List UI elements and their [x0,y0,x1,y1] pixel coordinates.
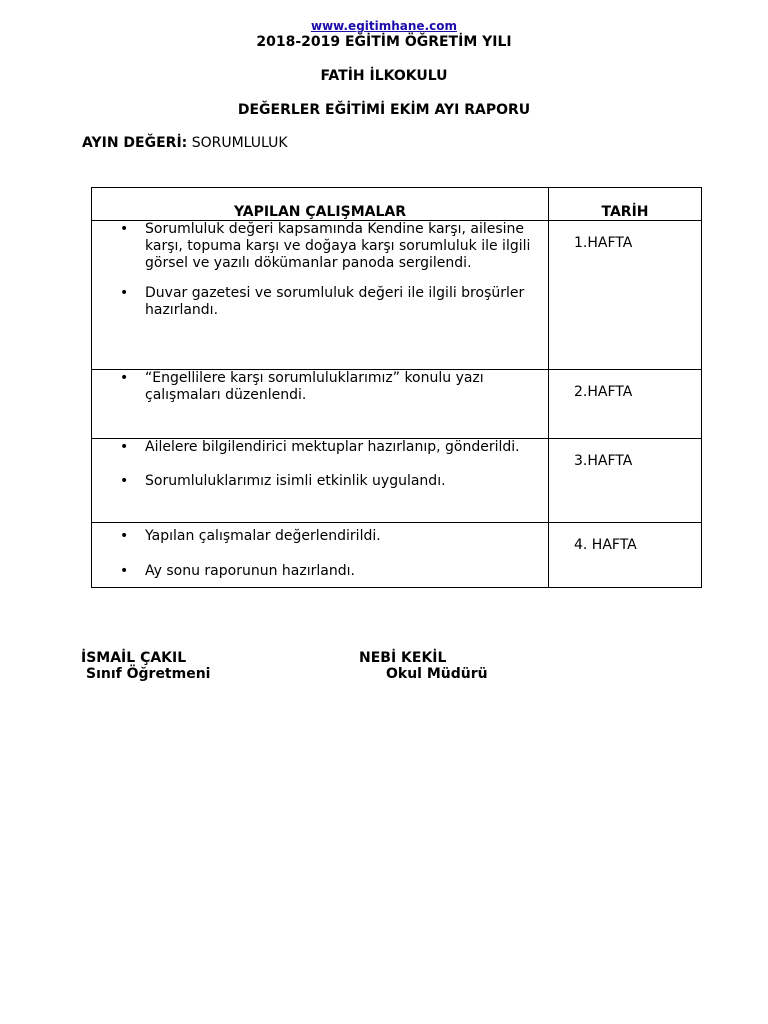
date-cell: 2.HAFTA [549,370,702,439]
table-row [92,439,702,523]
list-item: • “Engellilere karşı sorumluluklarımız” konulu yazı çalışmaları düzenlendi. [92,370,548,404]
list-item: • Sorumluluklarımız isimli etkinlik uygulandı. [92,473,548,490]
date-cell: 1.HAFTA [549,221,702,370]
date-cell: 3.HAFTA [549,439,702,523]
activities-cell [92,221,549,370]
value-of-month [82,135,288,151]
value-of-month-value: SORUMLULUK [191,135,288,151]
activities-table [91,187,702,588]
teacher-role: Sınıf Öğretmeni [86,666,211,682]
list-item: • Sorumluluk değeri kapsamında Kendine karşı, ailesine karşı, topuma karşı ve doğaya karşı sorumluluk ile ilgili görsel ve yazılı dökümanlar panoda sergilendi. [92,221,548,272]
activities-header: YAPILAN ÇALIŞMALAR [92,188,549,221]
list-item: • Yapılan çalışmalar değerlendirildi. [92,528,548,545]
date-cell: 4. HAFTA [549,523,702,588]
activities-cell [92,439,549,523]
table-row [92,370,702,439]
value-of-month-label: AYIN DEĞERİ: [82,135,188,151]
teacher-name: İSMAİL ÇAKIL [81,650,187,666]
report-title: DEĞERLER EĞİTİMİ EKİM AYI RAPORU [237,102,531,118]
website-link[interactable]: www.egitimhane.com [311,19,457,33]
activities-cell [92,370,549,439]
table-row [92,523,702,588]
principal-role: Okul Müdürü [386,666,488,682]
year-title: 2018-2019 EĞİTİM ÖĞRETİM YILI [256,34,512,50]
table-row [92,221,702,370]
table-header-row [92,188,702,221]
activities-cell [92,523,549,588]
date-header: TARİH [549,188,702,221]
school-name: FATİH İLKOKULU [320,68,448,84]
principal-name: NEBİ KEKİL [359,650,447,666]
list-item: • Ailelere bilgilendirici mektuplar hazırlanıp, gönderildi. [92,439,548,456]
list-item: • Ay sonu raporunun hazırlandı. [92,563,548,580]
list-item: • Duvar gazetesi ve sorumluluk değeri ile ilgili broşürler hazırlandı. [92,285,548,319]
